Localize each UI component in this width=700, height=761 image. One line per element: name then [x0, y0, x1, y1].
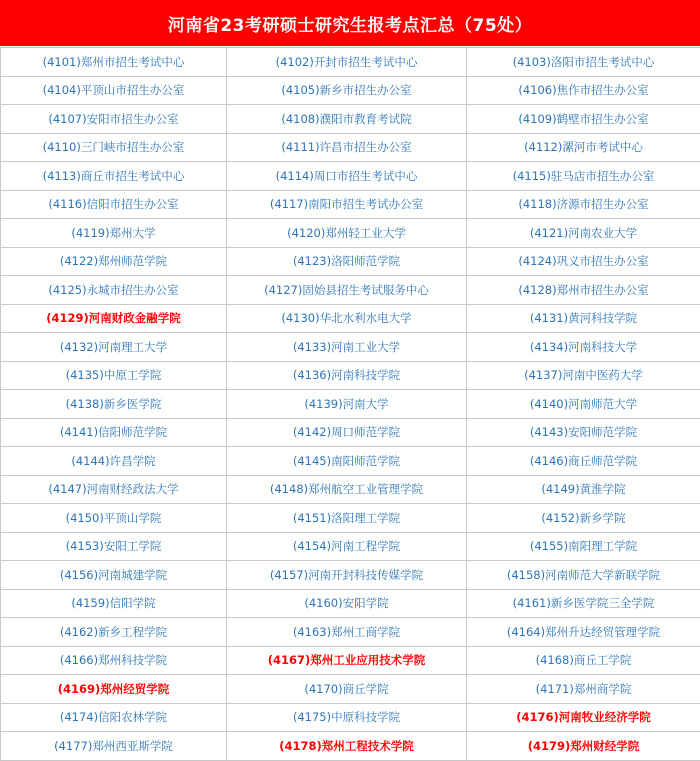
exam-site-cell: (4118)济源市招生办公室 [467, 190, 700, 219]
table-row [1, 618, 700, 647]
table-row [1, 504, 700, 533]
exam-site-cell: (4115)驻马店市招生办公室 [467, 162, 700, 191]
exam-site-cell: (4144)许昌学院 [1, 447, 227, 476]
exam-site-cell: (4164)郑州升达经贸管理学院 [467, 618, 700, 647]
exam-site-cell: (4176)河南牧业经济学院 [467, 703, 700, 732]
exam-site-cell: (4105)新乡市招生办公室 [227, 76, 467, 105]
exam-site-cell: (4133)河南工业大学 [227, 333, 467, 362]
exam-site-cell: (4134)河南科技大学 [467, 333, 700, 362]
exam-site-cell: (4175)中原科技学院 [227, 703, 467, 732]
exam-site-cell: (4150)平顶山学院 [1, 504, 227, 533]
exam-site-cell: (4123)洛阳师范学院 [227, 247, 467, 276]
exam-site-cell: (4111)许昌市招生办公室 [227, 133, 467, 162]
exam-site-cell: (4177)郑州西亚斯学院 [1, 732, 227, 761]
exam-site-cell: (4130)华北水利水电大学 [227, 304, 467, 333]
table-row [1, 48, 700, 77]
table-row [1, 732, 700, 761]
table-row [1, 105, 700, 134]
exam-site-cell: (4174)信阳农林学院 [1, 703, 227, 732]
exam-site-cell: (4121)河南农业大学 [467, 219, 700, 248]
exam-site-cell: (4151)洛阳理工学院 [227, 504, 467, 533]
exam-site-cell: (4132)河南理工大学 [1, 333, 227, 362]
exam-site-cell: (4149)黄淮学院 [467, 475, 700, 504]
exam-site-cell: (4108)濮阳市教育考试院 [227, 105, 467, 134]
exam-site-cell: (4113)商丘市招生考试中心 [1, 162, 227, 191]
exam-site-cell: (4142)周口师范学院 [227, 418, 467, 447]
table-row [1, 390, 700, 419]
exam-site-cell: (4106)焦作市招生办公室 [467, 76, 700, 105]
exam-site-cell: (4179)郑州财经学院 [467, 732, 700, 761]
exam-site-cell: (4120)郑州轻工业大学 [227, 219, 467, 248]
exam-site-cell: (4129)河南财政金融学院 [1, 304, 227, 333]
table-row [1, 219, 700, 248]
exam-site-cell: (4163)郑州工商学院 [227, 618, 467, 647]
exam-site-cell: (4159)信阳学院 [1, 589, 227, 618]
exam-site-cell: (4160)安阳学院 [227, 589, 467, 618]
exam-site-table [0, 47, 700, 761]
table-row [1, 418, 700, 447]
exam-site-cell: (4122)郑州师范学院 [1, 247, 227, 276]
table-row [1, 475, 700, 504]
sheet-title: 河南省23考研硕士研究生报考点汇总（75处） [0, 0, 700, 47]
exam-site-cell: (4166)郑州科技学院 [1, 646, 227, 675]
exam-site-cell: (4162)新乡工程学院 [1, 618, 227, 647]
table-row [1, 361, 700, 390]
exam-site-cell: (4156)河南城建学院 [1, 561, 227, 590]
table-row [1, 247, 700, 276]
table-body [1, 48, 700, 761]
exam-site-cell: (4124)巩义市招生办公室 [467, 247, 700, 276]
table-row [1, 589, 700, 618]
exam-site-cell: (4167)郑州工业应用技术学院 [227, 646, 467, 675]
exam-site-cell: (4102)开封市招生考试中心 [227, 48, 467, 77]
exam-site-cell: (4109)鹤壁市招生办公室 [467, 105, 700, 134]
exam-site-cell: (4139)河南大学 [227, 390, 467, 419]
exam-site-cell: (4161)新乡医学院三全学院 [467, 589, 700, 618]
exam-site-cell: (4146)商丘师范学院 [467, 447, 700, 476]
exam-site-cell: (4125)永城市招生办公室 [1, 276, 227, 305]
table-row [1, 675, 700, 704]
exam-site-cell: (4131)黄河科技学院 [467, 304, 700, 333]
exam-site-cell: (4154)河南工程学院 [227, 532, 467, 561]
exam-site-cell: (4114)周口市招生考试中心 [227, 162, 467, 191]
exam-site-cell: (4136)河南科技学院 [227, 361, 467, 390]
exam-site-cell: (4147)河南财经政法大学 [1, 475, 227, 504]
exam-site-cell: (4178)郑州工程技术学院 [227, 732, 467, 761]
exam-site-cell: (4137)河南中医药大学 [467, 361, 700, 390]
table-row [1, 646, 700, 675]
exam-site-cell: (4112)漯河市考试中心 [467, 133, 700, 162]
exam-site-cell: (4141)信阳师范学院 [1, 418, 227, 447]
exam-site-cell: (4101)郑州市招生考试中心 [1, 48, 227, 77]
table-row [1, 333, 700, 362]
table-row [1, 703, 700, 732]
exam-site-cell: (4110)三门峡市招生办公室 [1, 133, 227, 162]
table-row [1, 133, 700, 162]
exam-site-cell: (4104)平顶山市招生办公室 [1, 76, 227, 105]
exam-site-cell: (4148)郑州航空工业管理学院 [227, 475, 467, 504]
exam-site-cell: (4119)郑州大学 [1, 219, 227, 248]
exam-site-cell: (4169)郑州经贸学院 [1, 675, 227, 704]
exam-site-cell: (4140)河南师范大学 [467, 390, 700, 419]
exam-site-cell: (4143)安阳师范学院 [467, 418, 700, 447]
table-row [1, 561, 700, 590]
table-row [1, 304, 700, 333]
exam-site-cell: (4103)洛阳市招生考试中心 [467, 48, 700, 77]
exam-site-cell: (4152)新乡学院 [467, 504, 700, 533]
table-row [1, 76, 700, 105]
exam-site-cell: (4135)中原工学院 [1, 361, 227, 390]
table-row [1, 447, 700, 476]
table-row [1, 190, 700, 219]
exam-site-cell: (4157)河南开封科技传媒学院 [227, 561, 467, 590]
exam-site-cell: (4155)南阳理工学院 [467, 532, 700, 561]
exam-site-cell: (4171)郑州商学院 [467, 675, 700, 704]
table-row [1, 532, 700, 561]
exam-site-cell: (4158)河南师范大学新联学院 [467, 561, 700, 590]
exam-site-cell: (4145)南阳师范学院 [227, 447, 467, 476]
exam-site-cell: (4138)新乡医学院 [1, 390, 227, 419]
table-row [1, 276, 700, 305]
exam-site-cell: (4117)南阳市招生考试办公室 [227, 190, 467, 219]
table-row [1, 162, 700, 191]
exam-site-cell: (4128)郑州市招生办公室 [467, 276, 700, 305]
exam-site-cell: (4127)固始县招生考试服务中心 [227, 276, 467, 305]
exam-site-cell: (4170)商丘学院 [227, 675, 467, 704]
exam-site-cell: (4116)信阳市招生办公室 [1, 190, 227, 219]
exam-site-cell: (4153)安阳工学院 [1, 532, 227, 561]
exam-site-cell: (4168)商丘工学院 [467, 646, 700, 675]
exam-site-cell: (4107)安阳市招生办公室 [1, 105, 227, 134]
